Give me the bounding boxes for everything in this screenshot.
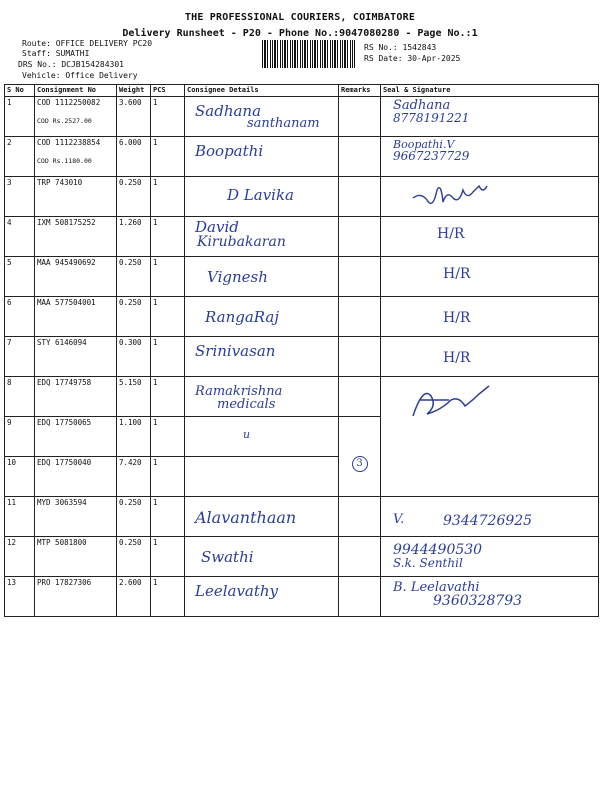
- consignee-name: Swathi: [201, 548, 254, 566]
- table-row: [5, 497, 599, 537]
- pcs: 1: [151, 137, 185, 177]
- staff: Staff: SUMATHI: [22, 49, 90, 58]
- pcs: 1: [151, 337, 185, 377]
- table-row: [5, 377, 599, 417]
- route: Route: OFFICE DELIVERY PC20: [22, 39, 153, 48]
- table-header-row: [5, 85, 599, 97]
- signature-phone: 8778191221: [393, 111, 470, 125]
- consignee-name: RangaRaj: [205, 308, 280, 326]
- col-pcs: PCS: [151, 85, 185, 97]
- rs-date: RS Date: 30-Apr-2025: [364, 54, 461, 63]
- runsheet-title: Delivery Runsheet - P20 - Phone No.:9047080280 - Page No.:1: [122, 28, 478, 39]
- table-row: [5, 577, 599, 617]
- signature-phone: 9667237729: [393, 149, 470, 163]
- col-consignee: Consignee Details: [185, 85, 339, 97]
- consignee-cell: [185, 297, 339, 337]
- consignee-name-line2: medicals: [217, 397, 276, 412]
- remarks: [339, 537, 381, 577]
- consignee-cell: [185, 377, 339, 417]
- remarks: [339, 137, 381, 177]
- consignee-name: Ramakrishna: [195, 384, 283, 399]
- signature-hr: H/R: [443, 350, 471, 366]
- weight: 5.150: [117, 377, 151, 417]
- signature-hr: H/R: [437, 226, 465, 242]
- consignee-cell: [185, 537, 339, 577]
- remarks: [339, 217, 381, 257]
- consignment-no: MYD 3063594: [35, 497, 117, 537]
- sno: 1: [5, 97, 35, 137]
- signature-cell: [381, 337, 599, 377]
- remarks: [339, 497, 381, 537]
- consignee-cell: [185, 497, 339, 537]
- pcs: 1: [151, 177, 185, 217]
- consignee-cell: [185, 257, 339, 297]
- consignee-cell: [185, 577, 339, 617]
- sno: 7: [5, 337, 35, 377]
- weight: 0.250: [117, 537, 151, 577]
- consignee-name-line2: Kirubakaran: [197, 234, 286, 250]
- consignee-name-line2: santhanam: [247, 116, 320, 131]
- weight: 0.250: [117, 297, 151, 337]
- consignment-no: MAA 577504001: [35, 297, 117, 337]
- consignee-name: David: [195, 218, 239, 236]
- remarks: [339, 97, 381, 137]
- pcs: 1: [151, 577, 185, 617]
- vehicle: Vehicle: Office Delivery: [22, 71, 138, 80]
- signature-cell: [381, 257, 599, 297]
- signature-name: Sadhana: [393, 98, 451, 113]
- table-row: [5, 137, 599, 177]
- signature-cell: [381, 497, 599, 537]
- consignee-cell: [185, 457, 339, 497]
- sno: 11: [5, 497, 35, 537]
- signature-hr: H/R: [443, 266, 471, 282]
- pcs: 1: [151, 257, 185, 297]
- consignee-name: Sadhana: [195, 102, 262, 120]
- signature-cell: [381, 577, 599, 617]
- sno: 3: [5, 177, 35, 217]
- sno: 6: [5, 297, 35, 337]
- remarks: [339, 297, 381, 337]
- signature-phone: 9344726925: [443, 513, 533, 529]
- table-row: [5, 337, 599, 377]
- weight: 6.000: [117, 137, 151, 177]
- consignee-name: Alavanthaan: [195, 508, 297, 527]
- weight: 0.250: [117, 497, 151, 537]
- consignment-no: EDQ 17750040: [35, 457, 117, 497]
- col-remarks: Remarks: [339, 85, 381, 97]
- company-title: THE PROFESSIONAL COURIERS, COIMBATORE: [184, 12, 416, 23]
- remarks-count: 3: [352, 456, 368, 472]
- consignment-no: MAA 945490692: [35, 257, 117, 297]
- consignee-cell: [185, 137, 339, 177]
- consignee-name: Boopathi: [195, 142, 264, 160]
- signature-phone: 9360328793: [433, 593, 523, 609]
- table-row: [5, 297, 599, 337]
- consignment-no: COD 1112250082: [37, 98, 101, 107]
- sno: 2: [5, 137, 35, 177]
- sno: 12: [5, 537, 35, 577]
- table-row: [5, 257, 599, 297]
- signature-cell: [381, 377, 599, 497]
- table-row: [5, 177, 599, 217]
- col-sno: S No: [5, 85, 35, 97]
- sno: 8: [5, 377, 35, 417]
- weight: 0.250: [117, 177, 151, 217]
- consignment-no: EDQ 17750065: [35, 417, 117, 457]
- pcs: 1: [151, 297, 185, 337]
- weight: 1.260: [117, 217, 151, 257]
- consignee-cell: [185, 217, 339, 257]
- sno: 4: [5, 217, 35, 257]
- consignment-no: TRP 743010: [35, 177, 117, 217]
- signature-scrawl-icon: [383, 178, 503, 212]
- weight: 2.600: [117, 577, 151, 617]
- table-row: [5, 217, 599, 257]
- signature-name: S.k. Senthil: [393, 556, 463, 570]
- consignee-name: Vignesh: [207, 268, 268, 286]
- pcs: 1: [151, 97, 185, 137]
- consignee-name: Leelavathy: [195, 582, 279, 600]
- signature-cell: [381, 177, 599, 217]
- weight: 0.250: [117, 257, 151, 297]
- signature-cell: [381, 297, 599, 337]
- signature-cell: [381, 97, 599, 137]
- weight: 7.420: [117, 457, 151, 497]
- runsheet-table: [4, 84, 599, 617]
- consignee-cell: [185, 417, 339, 457]
- col-consignment: Consignment No: [35, 85, 117, 97]
- sno: 10: [5, 457, 35, 497]
- signature-cell: [381, 537, 599, 577]
- consignment-cell: [35, 97, 117, 137]
- consignee-name: Srinivasan: [195, 342, 276, 360]
- pcs: 1: [151, 537, 185, 577]
- weight: 1.100: [117, 417, 151, 457]
- signature-name: B. Leelavathi: [393, 580, 480, 595]
- consignment-cell: [35, 137, 117, 177]
- signature-cell: [381, 217, 599, 257]
- pcs: 1: [151, 377, 185, 417]
- remarks: [339, 377, 381, 417]
- col-signature: Seal & Signature: [381, 85, 599, 97]
- cod-amount: COD Rs.2527.00: [37, 117, 92, 125]
- rs-number: RS No.: 1542843: [364, 43, 437, 52]
- pcs: 1: [151, 497, 185, 537]
- signature-name: Boopathi.V: [393, 138, 455, 151]
- signature-cell: [381, 137, 599, 177]
- consignment-no: EDQ 17749758: [35, 377, 117, 417]
- remarks: [339, 337, 381, 377]
- remarks: [339, 177, 381, 217]
- table-row: [5, 537, 599, 577]
- signature-phone: 9944490530: [393, 542, 483, 558]
- consignee-ditto: u: [243, 428, 251, 441]
- remarks-cell: [339, 417, 381, 497]
- consignment-no: STY 6146094: [35, 337, 117, 377]
- pcs: 1: [151, 417, 185, 457]
- weight: 0.300: [117, 337, 151, 377]
- pcs: 1: [151, 457, 185, 497]
- consignment-no: MTP 5081800: [35, 537, 117, 577]
- sno: 9: [5, 417, 35, 457]
- barcode-icon: [262, 40, 355, 68]
- col-weight: Weight: [117, 85, 151, 97]
- signature-scrawl-icon: [383, 378, 523, 428]
- table-row: [5, 97, 599, 137]
- consignment-no: IXM 508175252: [35, 217, 117, 257]
- drs-number: DRS No.: DCJB154284301: [18, 60, 124, 69]
- pcs: 1: [151, 217, 185, 257]
- signature-hr: H/R: [443, 310, 471, 326]
- sno: 13: [5, 577, 35, 617]
- signature-name: V.: [393, 512, 405, 527]
- remarks: [339, 257, 381, 297]
- remarks: [339, 577, 381, 617]
- consignee-cell: [185, 97, 339, 137]
- sno: 5: [5, 257, 35, 297]
- consignee-cell: [185, 177, 339, 217]
- consignment-no: COD 1112238854: [37, 138, 101, 147]
- consignment-no: PRO 17827306: [35, 577, 117, 617]
- consignee-name: D Lavika: [227, 186, 295, 204]
- weight: 3.600: [117, 97, 151, 137]
- consignee-cell: [185, 337, 339, 377]
- cod-amount: COD Rs.1180.00: [37, 157, 92, 165]
